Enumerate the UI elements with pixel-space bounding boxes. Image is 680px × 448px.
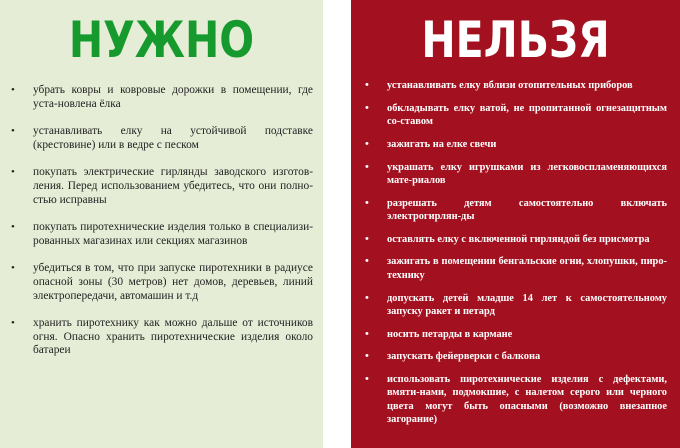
bullet-icon: • <box>365 79 369 91</box>
list-item <box>11 84 313 111</box>
list-item-text: допускать детей младше 14 лет к самостоятельному запуску ракет и петард <box>387 292 667 317</box>
bullet-icon: • <box>365 327 369 340</box>
forbidden-list <box>365 79 667 436</box>
list-item <box>365 328 667 341</box>
list-item-text: устанавливать елку вблизи отопительных приборов <box>387 80 633 91</box>
list-item-text: устанавливать елку на устойчивой подставке (крестовине) или в ведре с песком <box>33 125 313 151</box>
forbidden-title: НЕЛЬЗЯ <box>421 11 610 69</box>
list-item <box>365 233 667 246</box>
list-item <box>365 197 667 224</box>
bullet-icon: • <box>365 255 369 268</box>
list-item-text: носить петарды в кармане <box>387 328 513 340</box>
list-item <box>365 102 667 129</box>
bullet-icon: • <box>11 317 15 330</box>
bullet-icon: • <box>365 350 369 363</box>
list-item <box>365 138 667 151</box>
list-item-text: покупать электрические гирлянды заводского изготов-ления. Перед использованием убедитесь, что они полно-стью исправны <box>33 166 313 206</box>
allowed-header <box>0 0 323 80</box>
allowed-title: НУЖНО <box>68 11 255 69</box>
list-item-text: зажигать на елке свечи <box>387 138 497 150</box>
list-item-text: украшать елку игрушками из легковоспламеняющихся мате-риалов <box>387 161 667 186</box>
list-item <box>365 292 667 319</box>
list-item-text: использовать пиротехнические изделия с дефектами, вмяти-нами, подмокшие, с налетом серого или черного цвета могут быть опасными (возможно внезапное загорание) <box>387 374 667 426</box>
bullet-icon: • <box>365 137 369 150</box>
bullet-icon: • <box>365 101 369 114</box>
bullet-icon: • <box>365 291 369 304</box>
bullet-icon: • <box>11 84 15 96</box>
bullet-icon: • <box>11 262 15 275</box>
bullet-icon: • <box>11 221 15 234</box>
list-item <box>11 125 313 152</box>
list-item <box>11 262 313 303</box>
list-item-text: разрешать детям самостоятельно включать электрогирлян-ды <box>387 197 667 223</box>
allowed-list <box>11 84 313 372</box>
bullet-icon: • <box>365 232 369 245</box>
bullet-icon: • <box>11 125 15 138</box>
list-item-text: оставлять елку с включенной гирляндой без присмотра <box>387 233 650 245</box>
bullet-icon: • <box>365 196 369 209</box>
bullet-icon: • <box>365 160 369 173</box>
list-item <box>365 255 667 282</box>
forbidden-header <box>351 0 680 80</box>
list-item-text: покупать пиротехнические изделия только в специализи-рованных магазинах или секциях магазинов <box>33 221 313 247</box>
list-item-text: хранить пиротехнику как можно дальше от источников огня. Опасно хранить пиротехнические изделия около батареи <box>33 317 313 357</box>
bullet-icon: • <box>11 166 15 179</box>
bullet-icon: • <box>365 373 369 386</box>
list-item-text: убедиться в том, что при запуске пиротехники в радиусе опасной зоны (30 метров) нет домов, деревьев, линий электропередачи, автомашин и т.д <box>33 262 313 302</box>
list-item <box>365 373 667 427</box>
list-item <box>11 317 313 358</box>
list-item-text: зажигать в помещении бенгальские огни, хлопушки, пиро-технику <box>387 256 667 281</box>
list-item <box>11 166 313 207</box>
list-item <box>365 161 667 188</box>
list-item-text: убрать ковры и ковровые дорожки в помещении, где уста-новлена ёлка <box>33 84 313 110</box>
list-item <box>11 221 313 248</box>
list-item-text: обкладывать елку ватой, не пропитанной огнезащитным со-ставом <box>387 102 667 128</box>
list-item <box>365 350 667 363</box>
list-item-text: запускать фейерверки с балкона <box>387 351 541 363</box>
list-item <box>365 79 667 92</box>
